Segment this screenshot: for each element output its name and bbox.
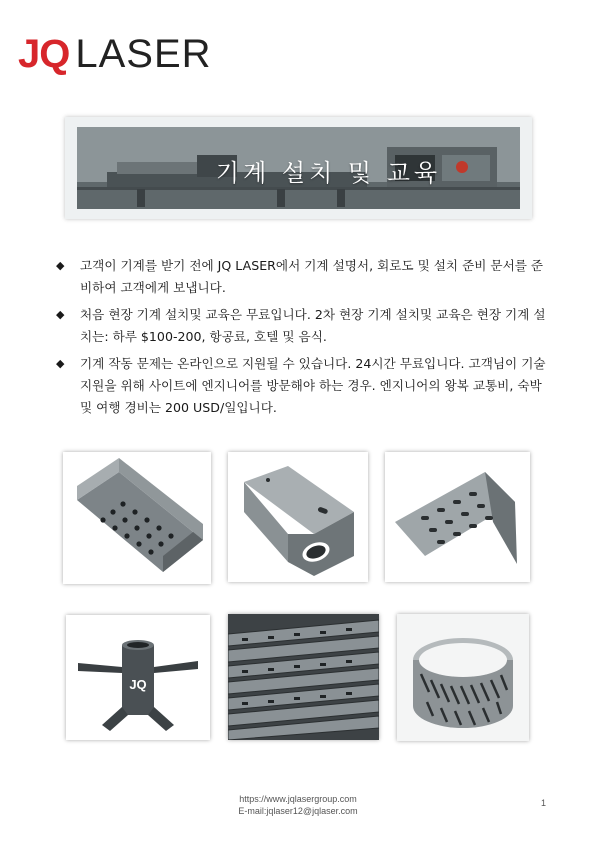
diamond-bullet-icon: ◆ [56,259,65,272]
footer-url[interactable]: https://www.jqlasergroup.com [239,794,357,804]
banner-title: 기계 설치 및 교육 [215,159,442,187]
footer-email[interactable]: E-mail:jqlaser12@jqlaser.com [238,806,358,816]
bullet-item [56,353,548,419]
photo-slotted-ring [397,614,529,741]
diamond-bullet-icon: ◆ [56,308,65,321]
title-banner [65,117,532,219]
bullet-text: 처음 현장 기계 설치및 교육은 무료입니다. 2차 현장 기계 설치및 교육은 현장 기계 설치는: 하루 $100-200, 항공료, 호텔 및 음식. [80,307,546,344]
company-logo [18,34,212,74]
banner-machine-image [77,127,520,209]
page-number: 1 [541,798,547,808]
tube-letter: JQ [129,677,147,692]
photo-u-channel [63,452,211,584]
photo-tube-assembly [66,615,210,740]
bullet-text: 기계 작동 문제는 온라인으로 지원될 수 있습니다. 24시간 무료입니다. 고객님이 기술 지원을 위해 사이트에 엔지니어를 방문해야 하는 경우. 엔지니어의 왕복 교통비, 숙박 및 여행 경비는 200 USD/일입니다. [80,356,546,415]
bullet-item [56,255,548,299]
bullet-list [56,255,548,424]
logo-laser: LASER [75,32,212,76]
photo-bracket [228,452,368,582]
photo-stacked-parts [228,614,379,740]
logo-jq: JQ [18,32,70,76]
bullet-item [56,304,548,348]
photo-slotted-angle [385,452,530,582]
diamond-bullet-icon: ◆ [56,357,65,370]
bullet-text: 고객이 기계를 받기 전에 JQ LASER에서 기계 설명서, 회로도 및 설치 준비 문서를 준비하여 고객에게 보냅니다. [80,258,544,295]
footer-contact [0,793,596,817]
